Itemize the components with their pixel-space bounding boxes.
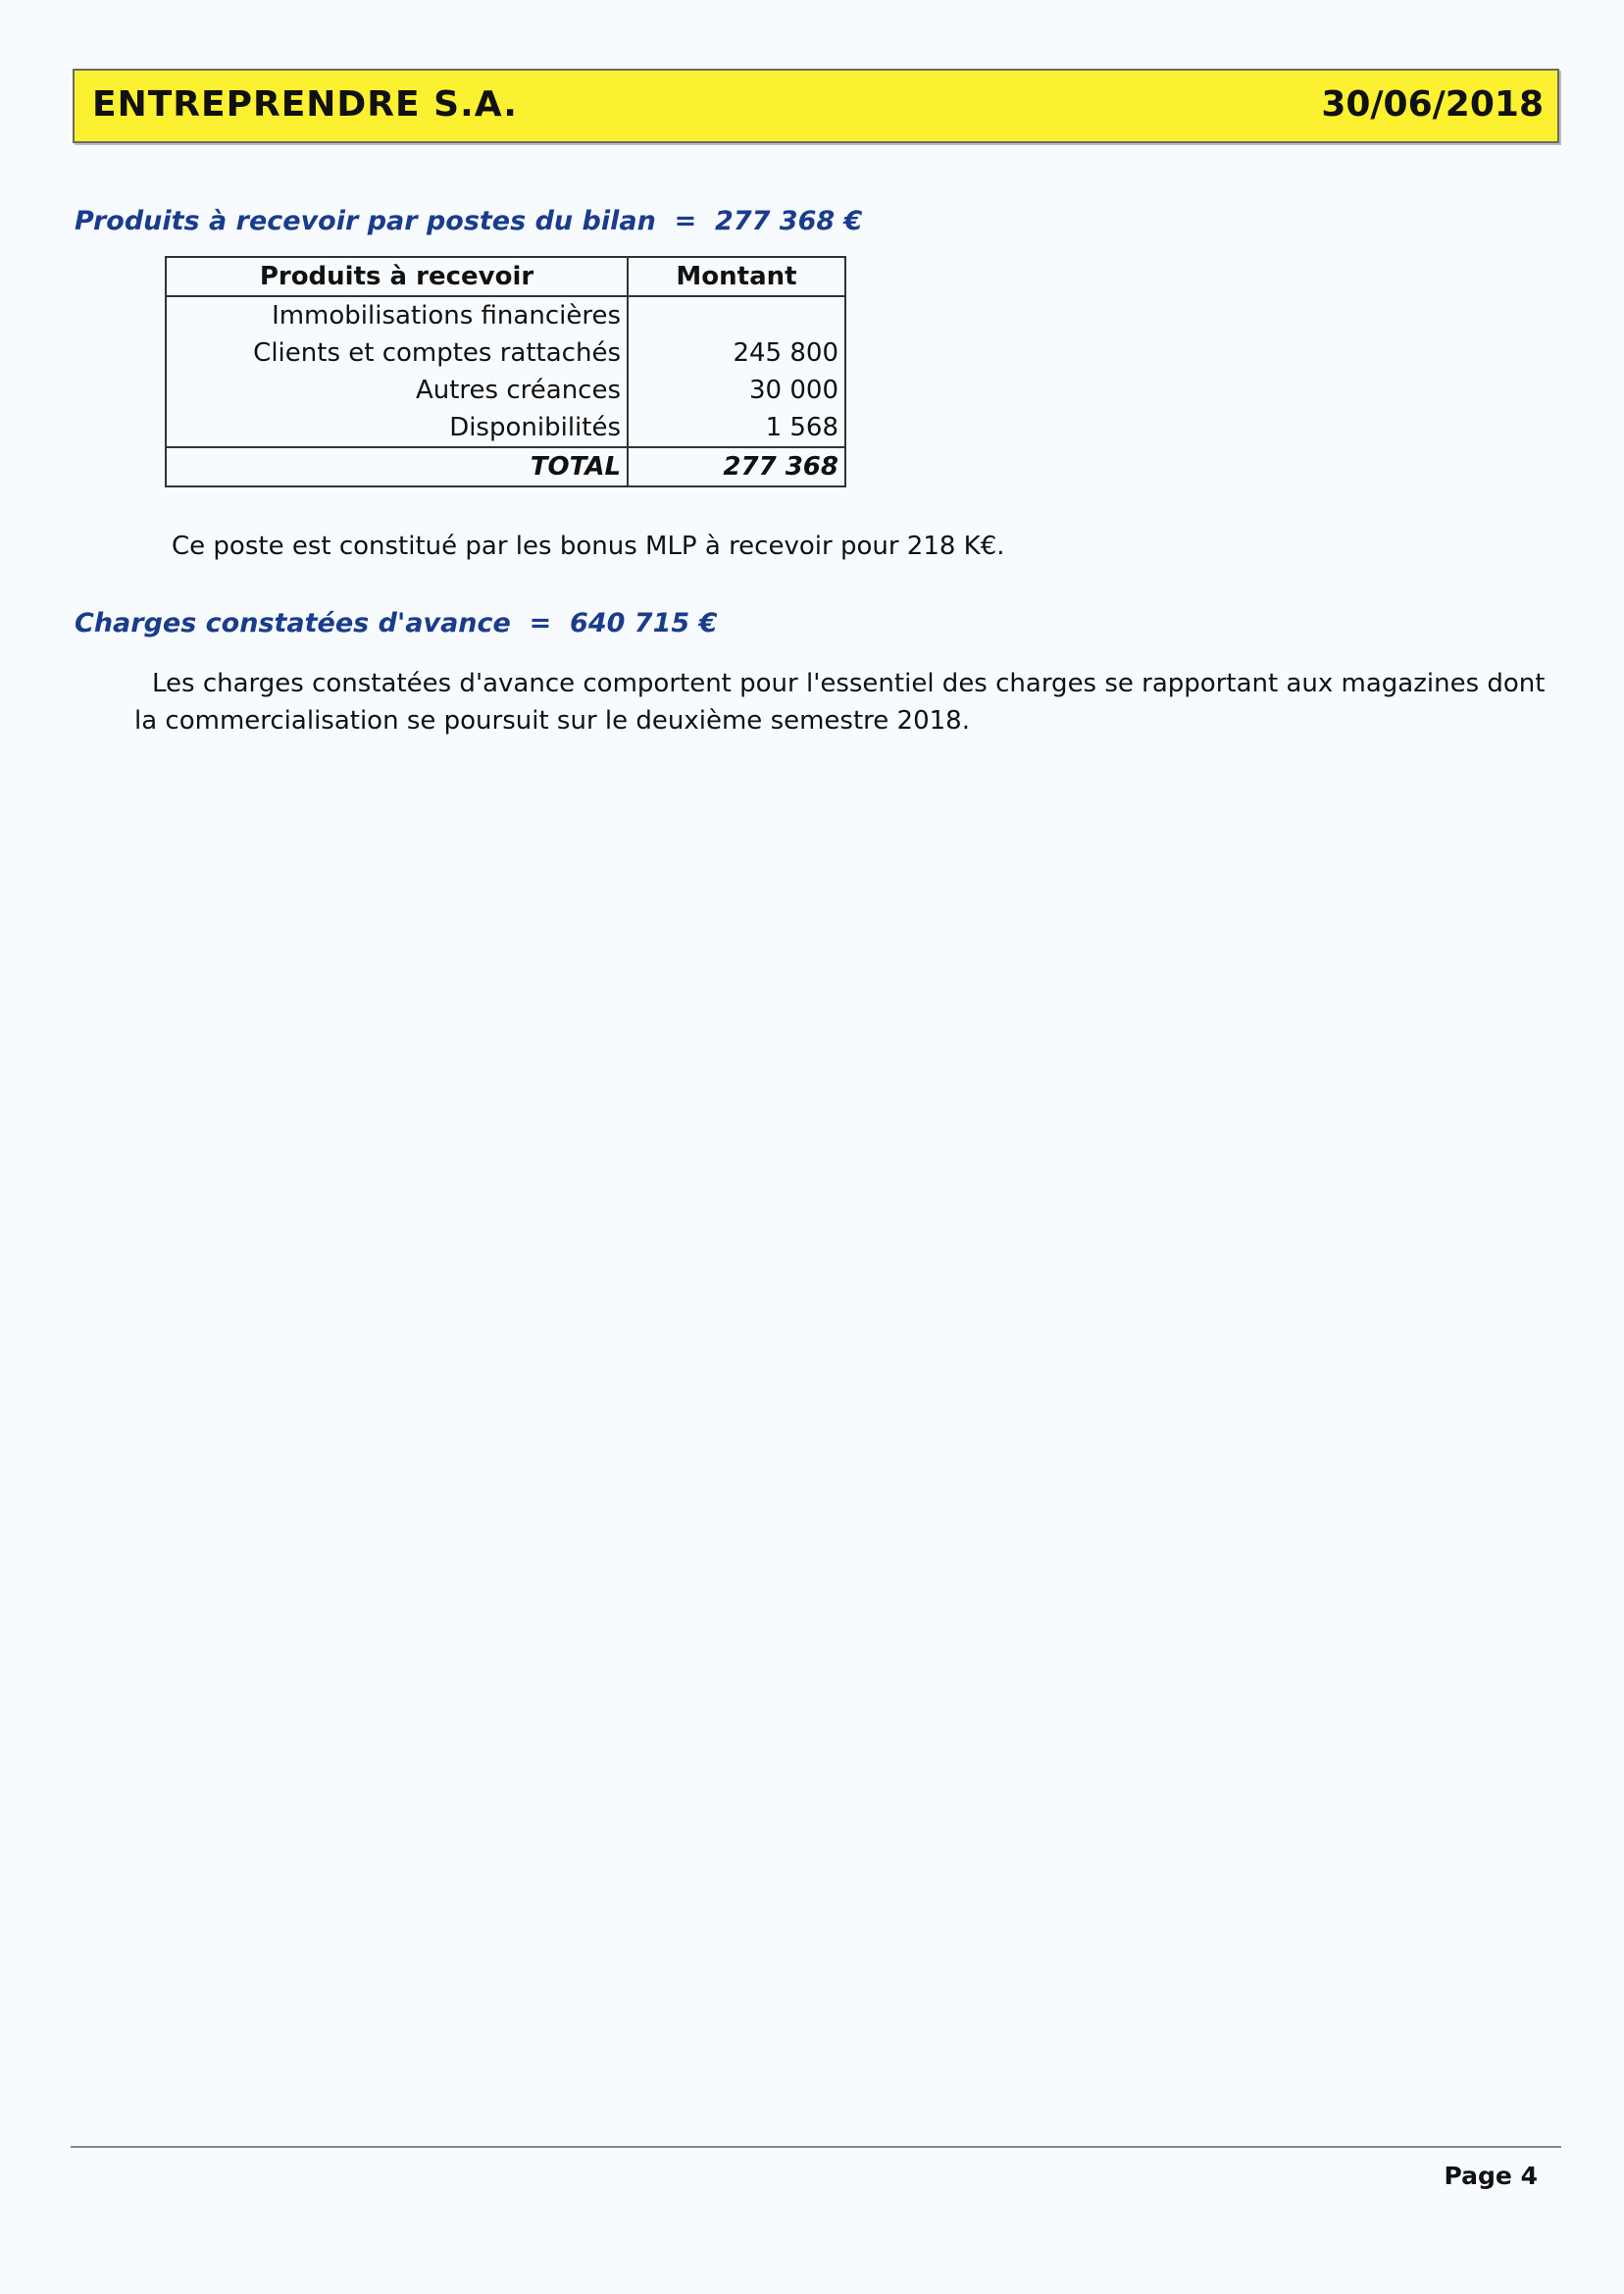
section-title-produits: Produits à recevoir par postes du bilan = 277 368 € <box>75 206 863 236</box>
row-amount: 1 568 <box>628 409 845 447</box>
charges-paragraph <box>134 665 1556 739</box>
section-title-charges: Charges constatées d'avance = 640 715 € <box>75 608 718 638</box>
total-label: TOTAL <box>166 447 628 486</box>
produits-note: Ce poste est constitué par les bonus MLP à recevoir pour 218 K€. <box>172 532 1005 561</box>
table-row <box>166 334 845 372</box>
row-label: Clients et comptes rattachés <box>166 334 628 372</box>
table-row <box>166 296 845 334</box>
produits-table <box>165 256 846 487</box>
table-total-row <box>166 447 845 486</box>
table-row <box>166 372 845 409</box>
row-amount <box>628 296 845 334</box>
header-bar <box>73 69 1559 143</box>
row-amount: 30 000 <box>628 372 845 409</box>
row-amount: 245 800 <box>628 334 845 372</box>
column-header-montant: Montant <box>628 257 845 296</box>
table-row <box>166 409 845 447</box>
company-name: ENTREPRENDRE S.A. <box>92 84 518 125</box>
row-label: Disponibilités <box>166 409 628 447</box>
charges-paragraph-text: Les charges constatées d'avance comportent pour l'essentiel des charges se rapportant aux magazines dont la commercialisation se poursuit sur le deuxième semestre 2018. <box>134 669 1546 736</box>
report-date: 30/06/2018 <box>1321 84 1544 125</box>
row-label: Immobilisations financières <box>166 296 628 334</box>
total-amount: 277 368 <box>628 447 845 486</box>
page-number: Page 4 <box>1444 2162 1538 2190</box>
footer-divider <box>71 2146 1561 2148</box>
row-label: Autres créances <box>166 372 628 409</box>
table-header-row <box>166 257 845 296</box>
column-header-produits: Produits à recevoir <box>166 257 628 296</box>
